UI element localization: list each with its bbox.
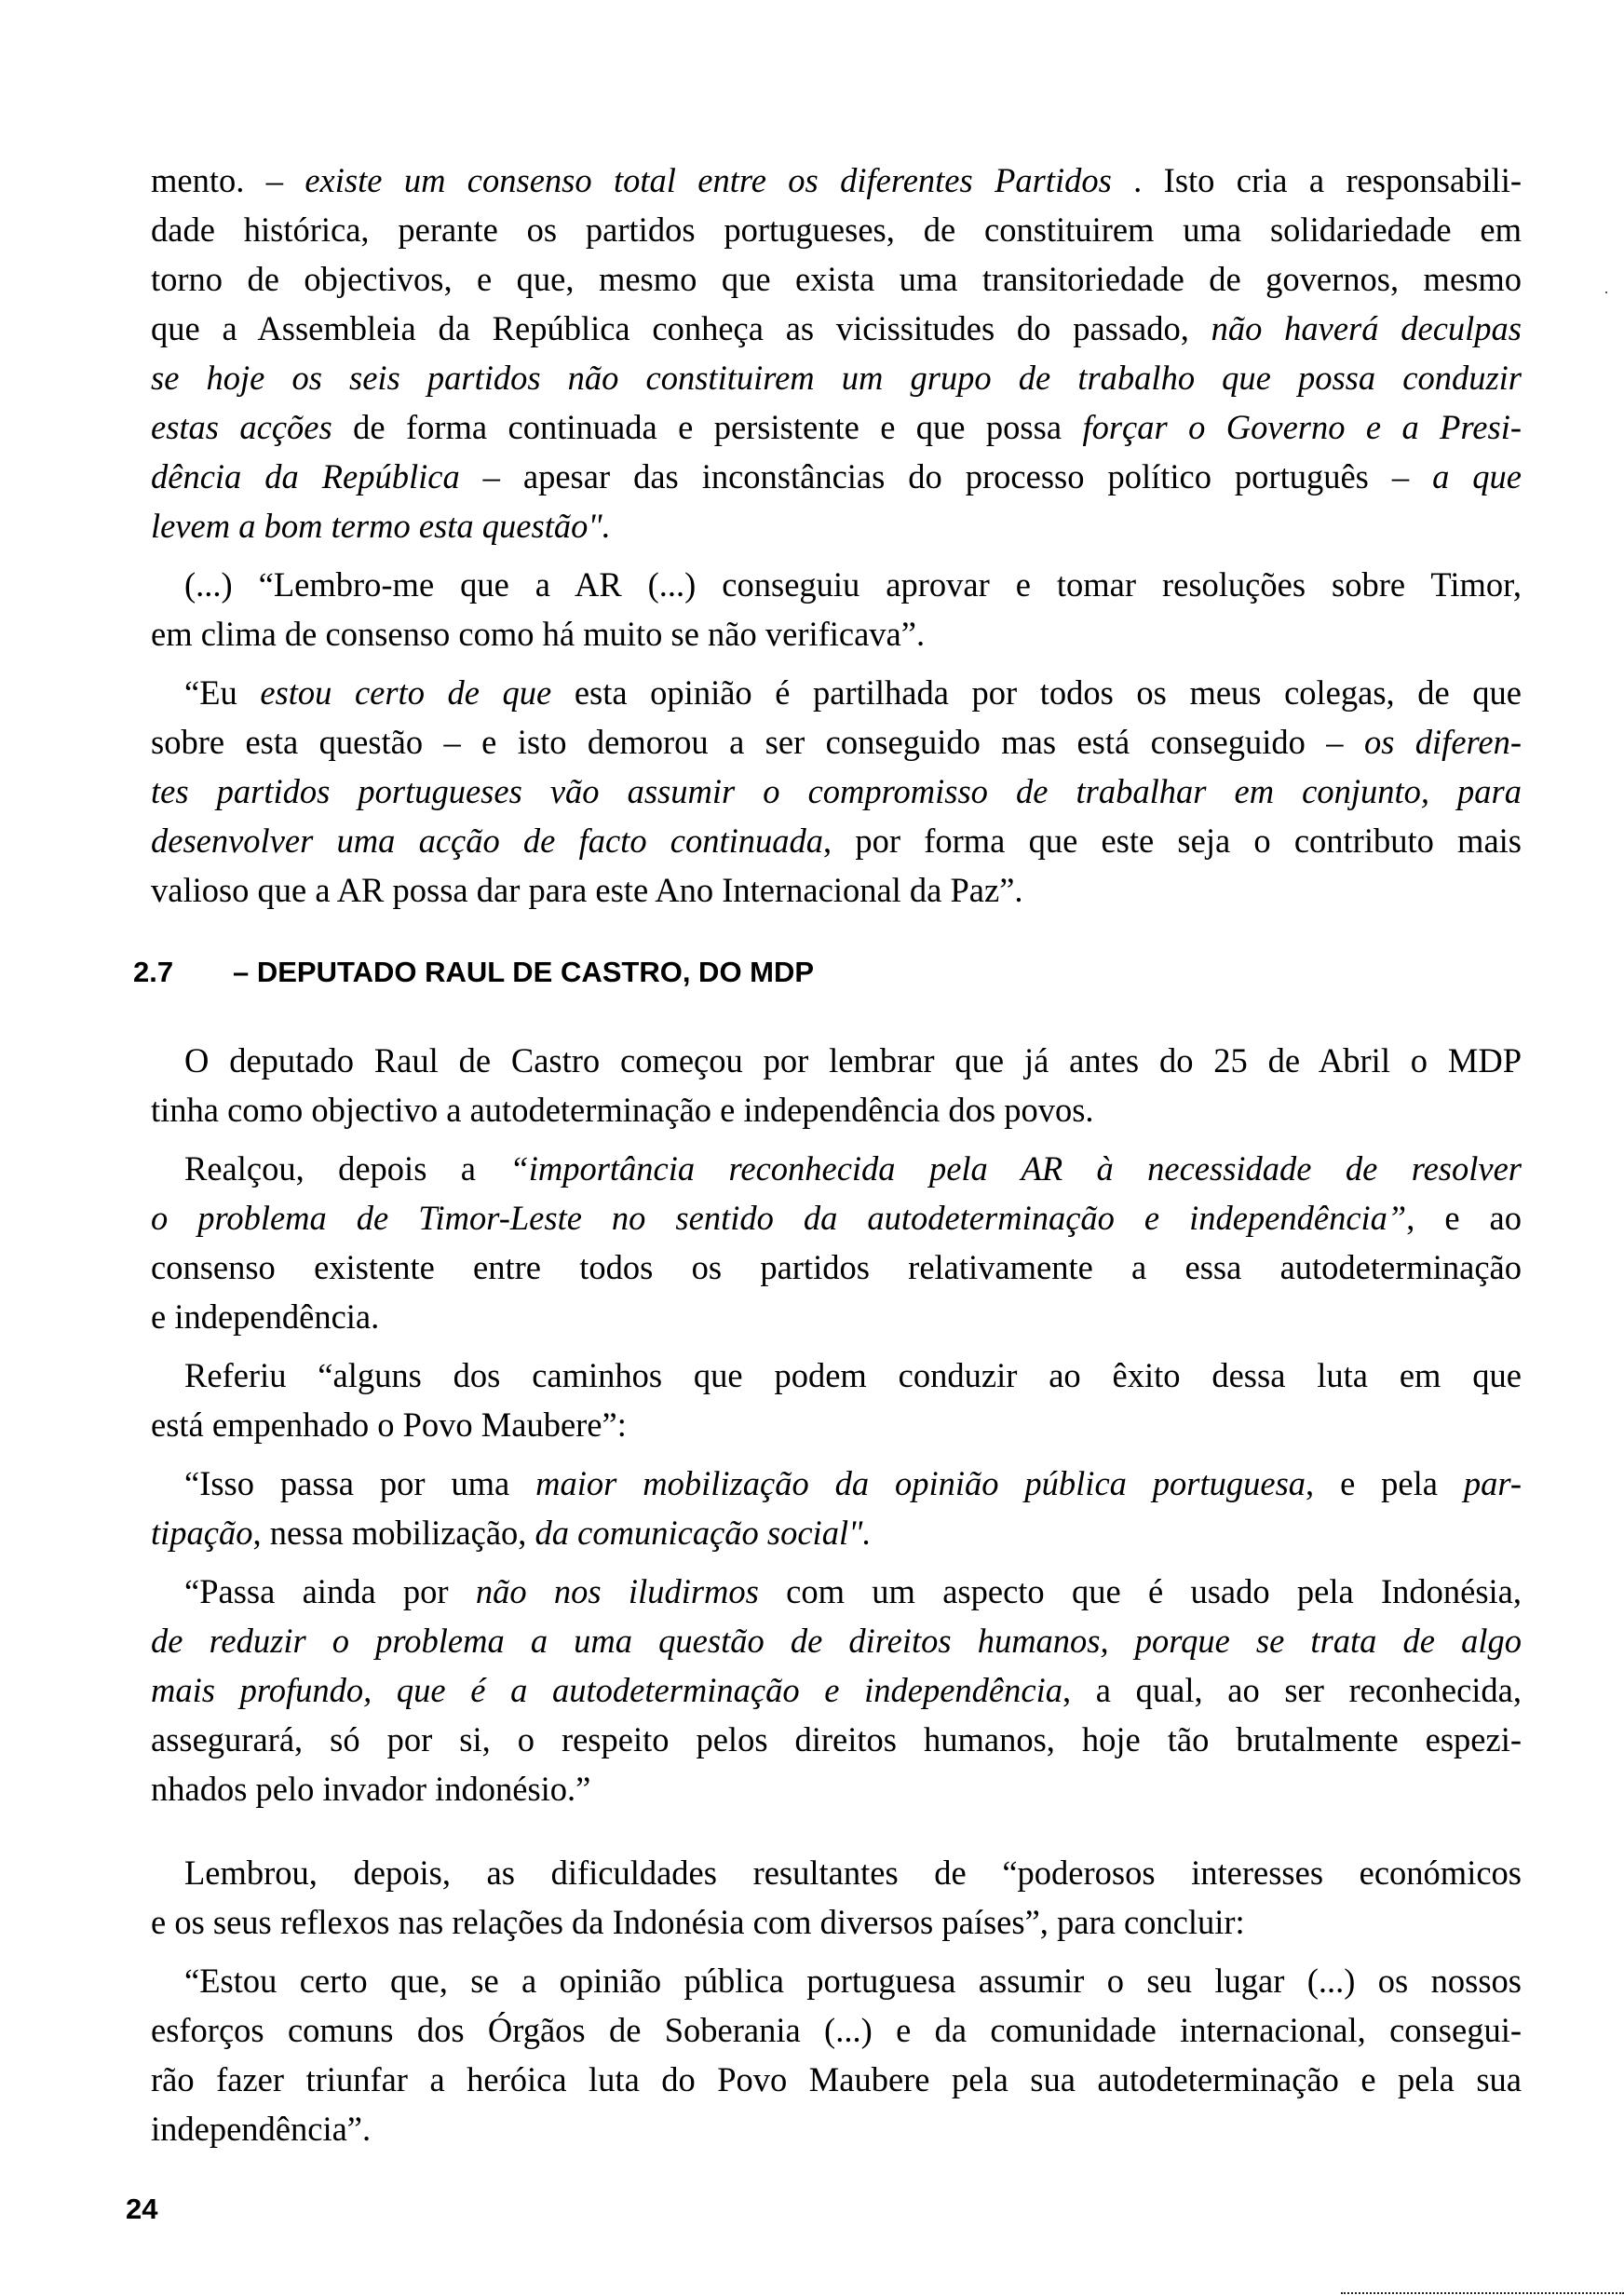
- text-segment: O deputado Raul de Castro começou por lembrar que já antes do 25 de Abril o MDP: [184, 1041, 1522, 1080]
- scan-artifact-dot: [1605, 292, 1607, 293]
- text-line: [184, 1351, 1522, 1400]
- text-segment: , por forma que este seja o contributo mais: [823, 822, 1522, 860]
- italic-quote-segment: se hoje os seis partidos não constituirem um grupo de trabalho que possa conduzir: [151, 359, 1522, 397]
- text-segment: esforços comuns dos Órgãos de Soberania (...) e da comunidade internacional, consegui-: [151, 2011, 1522, 2049]
- text-segment: torno de objectivos, e que, mesmo que exista uma transitoriedade de governos, mesmo: [151, 260, 1522, 298]
- text-line: [151, 502, 1522, 550]
- text-segment: “Passa ainda por: [184, 1572, 476, 1610]
- text-line: [151, 1898, 1522, 1947]
- text-segment: , a qual, ao ser reconhecida,: [1062, 1671, 1522, 1709]
- text-segment: Lembrou, depois, as dificuldades resultantes de “poderosos interesses económicos: [184, 1854, 1522, 1892]
- text-line: [151, 453, 1522, 501]
- text-line: [151, 1401, 1522, 1449]
- text-line: [184, 561, 1522, 609]
- text-line: [151, 817, 1522, 865]
- text-segment: está empenhado o Povo Maubere”:: [151, 1406, 627, 1444]
- italic-quote-segment: estou certo de que: [260, 673, 552, 712]
- text-line: [151, 403, 1522, 452]
- text-segment: tinha como objectivo a autodeterminação e independência dos povos.: [151, 1091, 1094, 1129]
- italic-quote-segment: levem a bom termo esta questão".: [151, 507, 611, 545]
- text-segment: em clima de consenso como há muito se não verificava”.: [151, 615, 926, 653]
- text-line: [151, 1666, 1522, 1715]
- italic-quote-segment: existe um consenso total entre os diferentes Partidos: [304, 161, 1112, 199]
- text-line: [151, 1765, 1522, 1813]
- text-segment: e independência.: [151, 1297, 380, 1336]
- text-line: [151, 255, 1522, 304]
- italic-quote-segment: maior mobilização da opinião pública portuguesa: [535, 1464, 1306, 1502]
- page-number: 24: [126, 2193, 158, 2225]
- italic-quote-segment: par-: [1463, 1464, 1522, 1502]
- text-segment: assegurará, só por si, o respeito pelos direitos humanos, hoje tão brutalmente espezi-: [151, 1720, 1522, 1759]
- text-line: [184, 669, 1522, 717]
- text-segment: , e ao: [1406, 1199, 1522, 1237]
- italic-quote-segment: desenvolver uma acção de facto continuada: [151, 822, 824, 860]
- text-segment: consenso existente entre todos os partidos relativamente a essa autodeterminação: [151, 1248, 1522, 1286]
- italic-quote-segment: não nos iludirmos: [475, 1572, 759, 1610]
- text-line: [151, 767, 1522, 816]
- section-title: – DEPUTADO RAUL DE CASTRO, DO MDP: [233, 956, 815, 988]
- text-line: [184, 1849, 1522, 1897]
- text-line: [151, 866, 1522, 915]
- text-segment: . Isto cria a responsabili-: [1111, 161, 1522, 199]
- italic-quote-segment: o problema de Timor-Leste no sentido da autodeterminação e independência”: [151, 1199, 1407, 1237]
- text-segment: independência”.: [151, 2110, 372, 2148]
- text-line: [184, 1037, 1522, 1085]
- text-segment: com um aspecto que é usado pela Indonésia,: [758, 1572, 1522, 1610]
- text-segment: “Estou certo que, se a opinião pública portuguesa assumir o seu lugar (...) os nossos: [184, 1962, 1522, 2000]
- text-line: [151, 354, 1522, 402]
- italic-quote-segment: tipação: [151, 1514, 253, 1552]
- italic-quote-segment: não haverá deculpas: [1211, 309, 1522, 347]
- text-line: [151, 1194, 1522, 1243]
- italic-quote-segment: da comunicação social".: [535, 1514, 872, 1552]
- text-line: [151, 718, 1522, 767]
- italic-quote-segment: estas acções: [151, 408, 332, 446]
- italic-quote-segment: tes partidos portugueses vão assumir o compromisso de trabalhar em conjunto, para: [151, 772, 1522, 810]
- text-line: [184, 1460, 1522, 1508]
- text-line: [151, 2105, 1522, 2153]
- italic-quote-segment: a que: [1432, 457, 1522, 496]
- text-segment: Realçou, depois a: [184, 1149, 510, 1188]
- text-segment: nhados pelo invador indonésio.”: [151, 1770, 591, 1808]
- section-number: 2.7: [133, 956, 174, 988]
- text-segment: – apesar das inconstâncias do processo político português –: [459, 457, 1433, 496]
- text-line: [151, 2006, 1522, 2055]
- text-segment: que a Assembleia da República conheça as vicissitudes do passado,: [151, 309, 1211, 347]
- section-heading: [133, 952, 814, 993]
- italic-quote-segment: mais profundo, que é a autodeterminação e independência: [151, 1671, 1062, 1709]
- text-segment: valioso que a AR possa dar para este Ano Internacional da Paz”.: [151, 871, 1023, 909]
- text-line: [151, 1509, 1522, 1557]
- text-segment: , nessa mobilização,: [252, 1514, 535, 1552]
- text-segment: de forma continuada e persistente e que possa: [332, 408, 1083, 446]
- text-segment: , e pela: [1306, 1464, 1464, 1502]
- text-line: [184, 1957, 1522, 2005]
- text-line: [151, 1716, 1522, 1764]
- text-line: [151, 1617, 1522, 1665]
- italic-quote-segment: os diferen-: [1363, 723, 1522, 761]
- text-line: [151, 1243, 1522, 1292]
- text-segment: “Isso passa por uma: [184, 1464, 536, 1502]
- text-segment: Referiu “alguns dos caminhos que podem conduzir ao êxito dessa luta em que: [184, 1356, 1522, 1394]
- text-segment: “Eu: [184, 673, 261, 712]
- text-line: [151, 2056, 1522, 2104]
- text-line: [151, 610, 1522, 659]
- text-line: [151, 305, 1522, 353]
- italic-quote-segment: de reduzir o problema a uma questão de direitos humanos, porque se trata de algo: [151, 1622, 1522, 1660]
- text-line: [151, 1086, 1522, 1134]
- text-line: [184, 1145, 1522, 1193]
- text-line: [151, 156, 1522, 205]
- italic-quote-segment: forçar o Governo e a Presi-: [1082, 408, 1522, 446]
- text-line: [151, 206, 1522, 254]
- text-line: [184, 1568, 1522, 1616]
- text-line: [151, 1293, 1522, 1341]
- text-segment: esta opinião é partilhada por todos os meus colegas, de que: [551, 673, 1522, 712]
- italic-quote-segment: dência da República: [151, 457, 460, 496]
- text-segment: mento. –: [151, 161, 305, 199]
- text-segment: dade histórica, perante os partidos portugueses, de constituirem uma solidariedade em: [151, 210, 1522, 249]
- text-segment: (...) “Lembro-me que a AR (...) conseguiu aprovar e tomar resoluções sobre Timor,: [184, 565, 1522, 604]
- italic-quote-segment: “importância reconhecida pela AR à necessidade de resolver: [509, 1149, 1522, 1188]
- text-segment: rão fazer triunfar a heróica luta do Povo Maubere pela sua autodeterminação e pela sua: [151, 2060, 1522, 2098]
- scan-edge-line: [1341, 2292, 1624, 2294]
- text-segment: sobre esta questão – e isto demorou a ser conseguido mas está conseguido –: [151, 723, 1364, 761]
- text-segment: e os seus reflexos nas relações da Indonésia com diversos países”, para concluir:: [151, 1903, 1245, 1941]
